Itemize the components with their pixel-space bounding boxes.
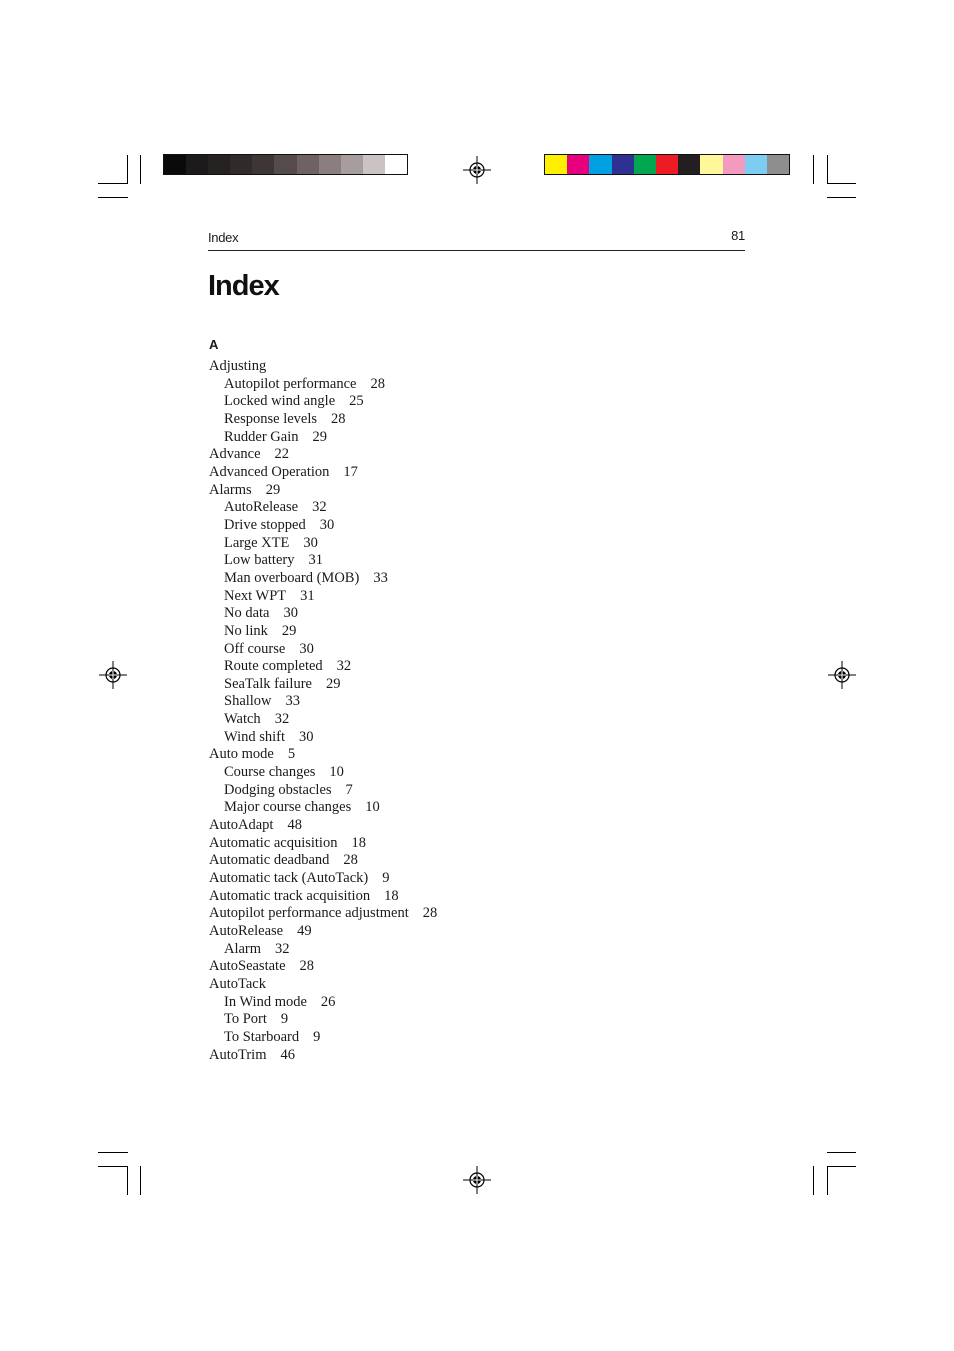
index-list <box>209 358 437 1064</box>
index-term: Response levels <box>224 410 318 427</box>
index-term: Adjusting <box>209 358 267 374</box>
index-page-ref: 30 <box>299 728 314 745</box>
index-page-ref: 31 <box>300 587 315 604</box>
index-subentry <box>209 517 437 535</box>
crop-mark <box>827 197 856 198</box>
page-number: 81 <box>731 228 745 243</box>
index-term: Shallow <box>224 693 272 710</box>
index-page-ref: 28 <box>422 905 438 922</box>
index-term: AutoTrim <box>209 1046 267 1063</box>
index-term: Locked wind angle <box>224 393 336 410</box>
index-page-ref: 10 <box>365 799 380 816</box>
index-term: Course changes <box>224 764 316 781</box>
color-swatch <box>252 155 274 174</box>
index-entry <box>209 976 437 994</box>
crop-mark <box>827 183 856 184</box>
index-term: Wind shift <box>224 728 286 745</box>
index-entry <box>209 888 437 906</box>
crop-mark <box>827 1152 856 1153</box>
index-term: AutoRelease <box>224 499 299 516</box>
registration-mark-icon <box>463 1166 491 1194</box>
index-page-ref: 48 <box>287 817 302 834</box>
index-page-ref: 18 <box>384 887 399 904</box>
color-swatch <box>186 155 208 174</box>
index-entry <box>209 958 437 976</box>
index-term: Alarm <box>224 940 262 957</box>
index-term: Low battery <box>224 552 295 569</box>
index-term: To Starboard <box>224 1028 300 1045</box>
index-page-ref: 9 <box>313 1028 321 1045</box>
index-page-ref: 30 <box>283 605 298 622</box>
color-swatch <box>341 155 363 174</box>
index-term: Dodging obstacles <box>224 781 332 798</box>
index-term: AutoTack <box>209 975 266 992</box>
index-entry <box>209 464 437 482</box>
color-swatch <box>767 155 789 174</box>
index-term: Drive stopped <box>224 516 306 533</box>
index-page-ref: 31 <box>308 552 323 569</box>
index-term: In Wind mode <box>224 993 307 1010</box>
crop-mark <box>813 1166 814 1195</box>
index-term: SeaTalk failure <box>224 675 312 692</box>
crop-mark <box>98 197 128 198</box>
index-page-ref: 33 <box>373 569 388 586</box>
index-entry <box>209 817 437 835</box>
index-term: Auto mode <box>209 746 274 763</box>
crop-mark <box>827 1166 856 1167</box>
registration-mark-icon <box>99 661 127 689</box>
color-swatch <box>274 155 296 174</box>
index-entry <box>209 923 437 941</box>
index-subentry <box>209 499 437 517</box>
index-page-ref: 22 <box>274 446 290 463</box>
index-page-ref: 32 <box>336 658 352 675</box>
index-page-ref: 18 <box>351 834 366 851</box>
color-swatch <box>589 155 611 174</box>
index-page-ref: 28 <box>370 375 385 392</box>
color-swatch <box>745 155 767 174</box>
index-term: AutoRelease <box>209 923 284 939</box>
index-entry <box>209 852 437 870</box>
index-page-ref: 49 <box>297 923 312 939</box>
index-page-ref: 32 <box>275 940 290 957</box>
index-entry <box>209 905 437 923</box>
crop-mark <box>827 1166 828 1195</box>
index-term: Automatic acquisition <box>209 834 338 851</box>
index-term: Autopilot performance <box>224 375 357 392</box>
crop-mark <box>98 1152 128 1153</box>
index-term: No data <box>224 605 270 622</box>
index-page-ref: 5 <box>287 746 296 763</box>
index-subentry <box>209 429 437 447</box>
index-page-ref: 10 <box>329 764 344 781</box>
index-page-ref: 33 <box>285 693 301 710</box>
color-swatch <box>700 155 722 174</box>
color-swatch <box>723 155 745 174</box>
index-subentry <box>209 658 437 676</box>
index-subentry <box>209 552 437 570</box>
index-entry <box>209 482 437 500</box>
index-subentry <box>209 605 437 623</box>
crop-mark <box>813 155 814 184</box>
index-term: Major course changes <box>224 799 352 816</box>
index-entry <box>209 358 437 376</box>
index-subentry <box>209 729 437 747</box>
color-swatch <box>656 155 678 174</box>
index-subentry <box>209 764 437 782</box>
index-term: AutoAdapt <box>209 817 274 834</box>
index-subentry <box>209 393 437 411</box>
index-subentry <box>209 693 437 711</box>
index-subentry <box>209 799 437 817</box>
crop-mark <box>98 183 128 184</box>
index-term: Autopilot performance adjustment <box>209 905 409 922</box>
header-section-label: Index <box>208 230 239 245</box>
index-subentry <box>209 623 437 641</box>
crop-mark <box>127 1166 128 1195</box>
index-term: Large XTE <box>224 534 290 551</box>
index-term: Advance <box>209 446 261 463</box>
registration-mark-icon <box>463 156 491 184</box>
index-page-ref: 32 <box>274 711 290 728</box>
index-term: Automatic deadband <box>209 852 330 869</box>
grayscale-calibration-strip <box>163 154 408 175</box>
index-subentry <box>209 588 437 606</box>
index-page-ref: 17 <box>343 463 358 480</box>
index-term: Route completed <box>224 658 323 675</box>
index-term: No link <box>224 622 268 639</box>
index-term: Watch <box>224 711 261 728</box>
crop-mark <box>140 1166 141 1195</box>
index-subentry <box>209 1011 437 1029</box>
index-entry <box>209 870 437 888</box>
index-term: Next WPT <box>224 587 287 604</box>
index-subentry <box>209 676 437 694</box>
color-swatch <box>319 155 341 174</box>
index-subentry <box>209 1029 437 1047</box>
index-subentry <box>209 782 437 800</box>
index-page-ref: 28 <box>331 410 346 427</box>
index-page-ref: 30 <box>299 640 314 657</box>
registration-mark-icon <box>828 661 856 689</box>
index-page-ref: 25 <box>349 393 364 410</box>
index-page-ref: 29 <box>281 622 297 639</box>
index-page-ref: 9 <box>280 1011 289 1028</box>
index-term: Automatic tack (AutoTack) <box>209 870 369 887</box>
color-swatch <box>363 155 385 174</box>
index-subentry <box>209 941 437 959</box>
index-page-ref: 28 <box>343 852 358 869</box>
color-swatch <box>567 155 589 174</box>
color-swatch <box>297 155 319 174</box>
color-swatch <box>385 155 407 174</box>
index-subentry <box>209 711 437 729</box>
crop-mark <box>127 155 128 184</box>
index-page-ref: 9 <box>382 870 390 887</box>
index-page-ref: 29 <box>312 428 327 445</box>
color-swatch <box>545 155 567 174</box>
color-swatch <box>678 155 700 174</box>
index-page-ref: 26 <box>320 993 336 1010</box>
color-swatch <box>208 155 230 174</box>
crop-mark <box>827 155 828 184</box>
index-entry <box>209 1047 437 1065</box>
index-page-ref: 7 <box>345 781 353 798</box>
index-entry <box>209 446 437 464</box>
index-page-ref: 46 <box>280 1046 295 1063</box>
index-term: Advanced Operation <box>209 463 330 480</box>
running-header <box>208 228 745 251</box>
index-term: Alarms <box>209 481 252 498</box>
index-subentry <box>209 994 437 1012</box>
index-entry <box>209 746 437 764</box>
index-term: Rudder Gain <box>224 428 299 445</box>
index-subentry <box>209 411 437 429</box>
index-page-ref: 30 <box>303 534 318 551</box>
index-term: Man overboard (MOB) <box>224 569 360 586</box>
crop-mark <box>98 1166 128 1167</box>
index-letter-heading: A <box>209 337 219 352</box>
index-subentry <box>209 535 437 553</box>
index-term: AutoSeastate <box>209 958 286 975</box>
index-entry <box>209 835 437 853</box>
color-swatch <box>164 155 186 174</box>
color-swatch <box>612 155 634 174</box>
crop-mark <box>140 155 141 184</box>
index-page-ref: 29 <box>265 481 281 498</box>
index-page-ref: 28 <box>299 958 315 975</box>
color-swatch <box>230 155 252 174</box>
color-calibration-strip <box>544 154 790 175</box>
color-swatch <box>634 155 656 174</box>
index-term: Off course <box>224 640 286 657</box>
index-page-ref: 30 <box>319 516 335 533</box>
index-term: To Port <box>224 1011 267 1028</box>
index-subentry <box>209 376 437 394</box>
index-term: Automatic track acquisition <box>209 887 371 904</box>
index-subentry <box>209 570 437 588</box>
page-title: Index <box>208 270 279 302</box>
index-subentry <box>209 641 437 659</box>
index-page-ref: 32 <box>312 499 327 516</box>
index-page-ref: 29 <box>325 675 341 692</box>
